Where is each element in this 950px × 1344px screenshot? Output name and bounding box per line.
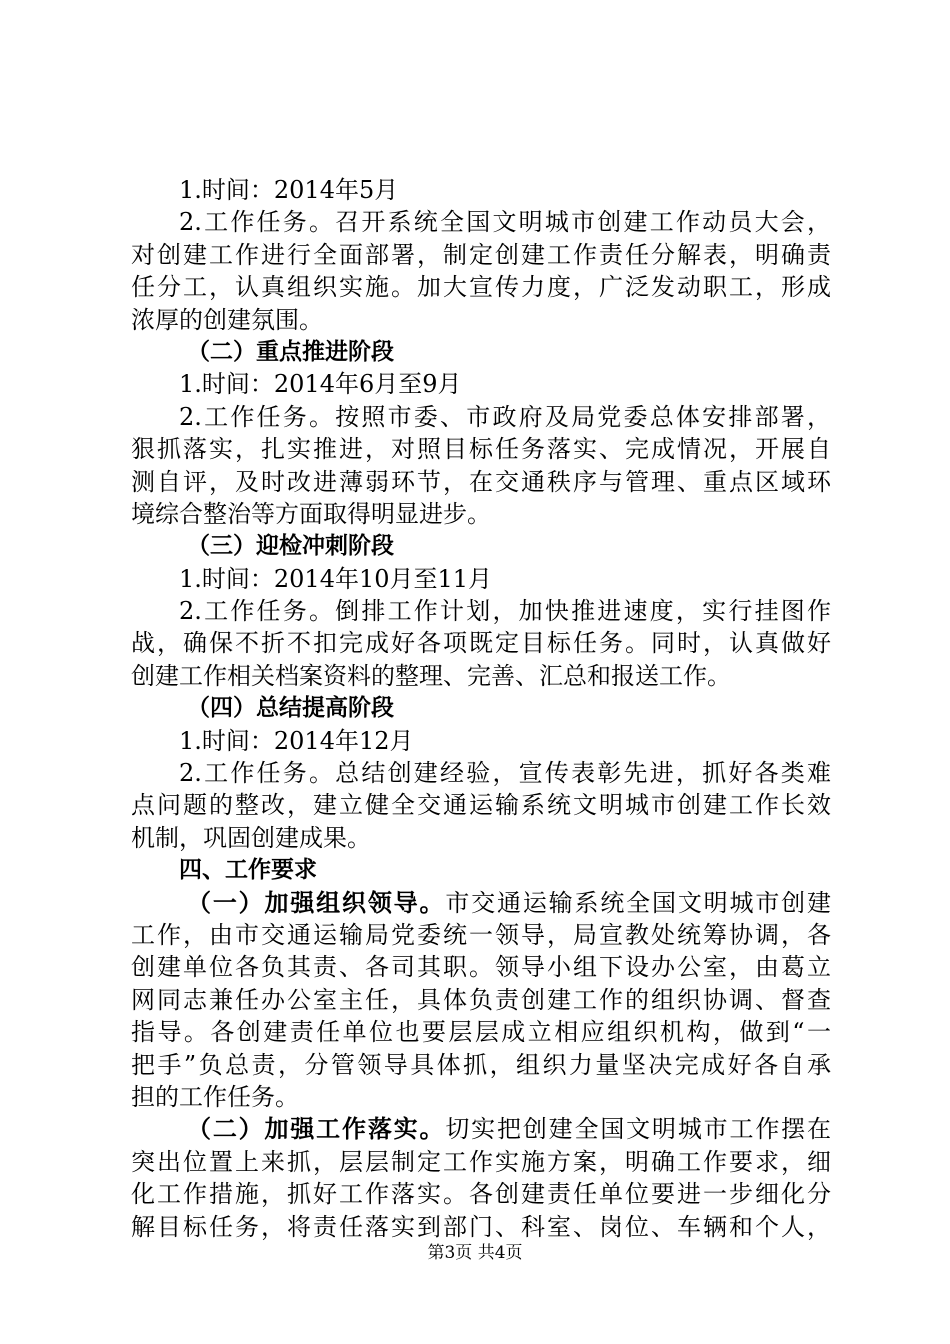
page-number: 第3页 共4页 (427, 1243, 523, 1263)
paragraph-line: 境综合整治等方面取得明显进步。 (131, 499, 491, 528)
paragraph-line: 指导。各创建责任单位也要层层成立相应组织机构，做到“一 (131, 1018, 831, 1047)
section-heading: （二）重点推进阶段 (187, 338, 394, 365)
paragraph-line: 解目标任务，将责任落实到部门、科室、岗位、车辆和个人， (131, 1212, 831, 1241)
paragraph-line: 2.工作任务。倒排工作计划，加快推进速度，实行挂图作 (179, 597, 831, 626)
paragraph-line: 战，确保不折不扣完成好各项既定目标任务。同时，认真做好 (131, 629, 831, 658)
paragraph-lead: （一）加强组织领导。 (187, 888, 446, 917)
section-heading: （四）总结提高阶段 (187, 695, 394, 722)
paragraph-line: 狠抓落实，扎实推进，对照目标任务落实、完成情况，开展自 (131, 435, 831, 464)
paragraph-line: 网同志兼任办公室主任，具体负责创建工作的组织协调、督查 (131, 985, 831, 1014)
paragraph-line: 2.工作任务。召开系统全国文明城市创建工作动员大会， (179, 208, 831, 237)
paragraph-line: 2.工作任务。按照市委、市政府及局党委总体安排部署， (179, 402, 831, 431)
paragraph-line: 工作，由市交通运输局党委统一领导，局宣教处统筹协调，各 (131, 920, 831, 949)
paragraph-line: 测自评，及时改进薄弱环节，在交通秩序与管理、重点区域环 (131, 467, 831, 496)
time-line: 1.时间：2014年12月 (179, 726, 414, 755)
paragraph-line: 突出位置上来抓，层层制定工作实施方案，明确工作要求，细 (131, 1147, 831, 1176)
document-body (131, 174, 831, 1243)
paragraph-line: 创建单位各负其责、各司其职。领导小组下设办公室，由葛立 (131, 953, 831, 982)
time-line: 1.时间：2014年5月 (179, 176, 399, 204)
paragraph-line: 点问题的整改，建立健全交通运输系统文明城市创建工作长效 (131, 791, 831, 820)
page-footer (0, 1242, 950, 1264)
paragraph-line: 2.工作任务。总结创建经验，宣传表彰先进，抓好各类难 (179, 759, 831, 788)
paragraph-line: 把手”负总责，分管领导具体抓，组织力量坚决完成好各自承 (131, 1050, 831, 1079)
section-heading: （三）迎检冲刺阶段 (187, 533, 394, 560)
time-line: 1.时间：2014年10月至11月 (179, 564, 493, 593)
paragraph-line: 浓厚的创建氛围。 (131, 305, 323, 334)
time-line: 1.时间：2014年6月至9月 (179, 370, 462, 399)
paragraph-lead: （二）加强工作落实。 (187, 1115, 446, 1144)
chapter-heading: 四、工作要求 (179, 857, 317, 884)
paragraph-line: （二）加强工作落实。切实把创建全国文明城市工作摆在 (187, 1115, 831, 1144)
paragraph-line: 创建工作相关档案资料的整理、完善、汇总和报送工作。 (131, 661, 731, 690)
paragraph-line: （一）加强组织领导。市交通运输系统全国文明城市创建 (187, 888, 831, 917)
paragraph-line: 化工作措施，抓好工作落实。各创建责任单位要进一步细化分 (131, 1180, 831, 1209)
paragraph-line: 任分工，认真组织实施。加大宣传力度，广泛发动职工，形成 (131, 273, 831, 302)
paragraph-line: 机制，巩固创建成果。 (131, 823, 371, 852)
paragraph-line: 担的工作任务。 (131, 1082, 299, 1111)
paragraph-line: 对创建工作进行全面部署，制定创建工作责任分解表，明确责 (131, 240, 831, 269)
